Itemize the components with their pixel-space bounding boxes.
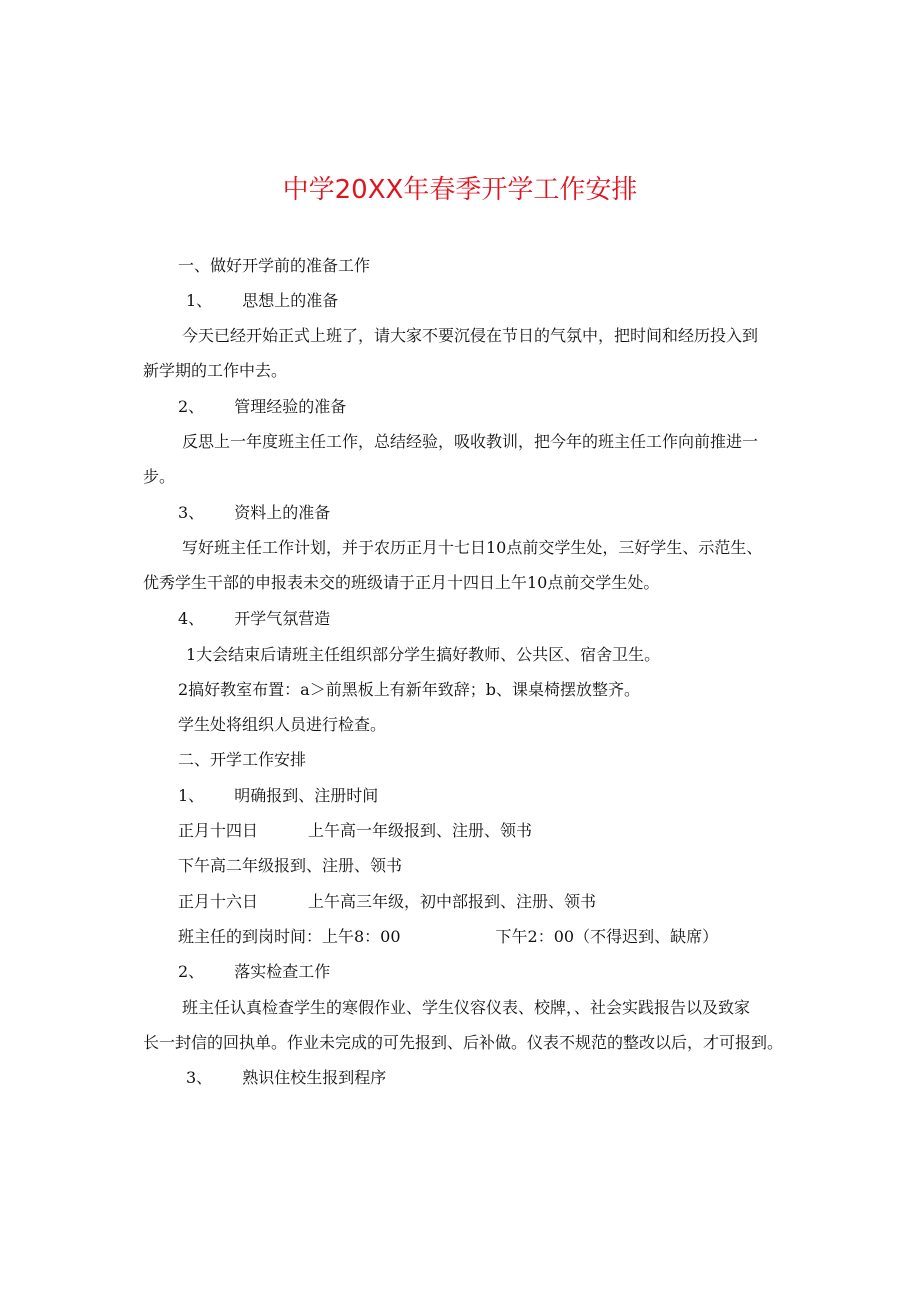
schedule-detail: 上午高一年级报到、注册、领书: [308, 821, 533, 840]
item-number: 1、: [178, 786, 205, 805]
schedule-day: 正月十四日: [178, 821, 259, 840]
arrival-afternoon: 下午2：00（不得迟到、缺席）: [495, 927, 719, 946]
paragraph-line: 反思上一年度班主任工作，总结经验，吸收教训，把今年的班主任工作向前推进一: [182, 432, 759, 451]
item-1-4: [178, 608, 330, 630]
item-2-3: [186, 1067, 386, 1089]
paragraph-line: 步。: [143, 467, 176, 486]
item-2-2: [178, 961, 330, 983]
paragraph-line: 写好班主任工作计划，并于农历正月十七日10点前交学生处，三好学生、示范生、: [182, 538, 763, 557]
paragraph-line: 长一封信的回执单。作业未完成的可先报到、后补做。仪表不规范的整改以后，才可报到。: [143, 1033, 784, 1052]
item-label: 明确报到、注册时间: [234, 786, 379, 805]
schedule-detail: 上午高三年级，初中部报到、注册、领书: [308, 892, 597, 911]
item-number: 4、: [178, 609, 205, 628]
item-number: 3、: [178, 503, 205, 522]
schedule-row: [178, 891, 596, 913]
item-1-2: [178, 396, 346, 418]
arrival-morning: 班主任的到岗时间：上午8：00: [178, 927, 401, 946]
item-number: 3、: [186, 1068, 213, 1087]
item-1-1: [186, 290, 338, 312]
item-label: 开学气氛营造: [234, 609, 331, 628]
item-label: 落实检查工作: [234, 962, 331, 981]
paragraph-line: 2搞好教室布置：a＞前黑板上有新年致辞；b、课桌椅摆放整齐。: [178, 680, 640, 699]
schedule-row: [178, 820, 532, 842]
arrival-time-row: [178, 926, 718, 948]
item-label: 管理经验的准备: [234, 397, 347, 416]
item-label: 熟识住校生报到程序: [242, 1068, 387, 1087]
item-2-1: [178, 785, 378, 807]
item-number: 2、: [178, 397, 205, 416]
section1-heading: 一、做好开学前的准备工作: [178, 256, 371, 275]
schedule-day: 正月十六日: [178, 892, 259, 911]
item-label: 资料上的准备: [234, 503, 331, 522]
paragraph-line: 学生处将组织人员进行检查。: [178, 715, 387, 734]
paragraph-line: 新学期的工作中去。: [143, 361, 288, 380]
item-1-3: [178, 502, 330, 524]
section2-heading: 二、开学工作安排: [178, 750, 307, 769]
item-label: 思想上的准备: [242, 291, 339, 310]
paragraph-line: 1大会结束后请班主任组织部分学生搞好教师、公共区、宿舍卫生。: [186, 645, 661, 664]
item-number: 1、: [186, 291, 213, 310]
item-number: 2、: [178, 962, 205, 981]
paragraph-line: 班主任认真检查学生的寒假作业、学生仪容仪表、校牌，、社会实践报告以及致家: [182, 998, 751, 1017]
document-title: 中学20XX年春季开学工作安排: [282, 175, 638, 205]
paragraph-line: 优秀学生干部的申报表未交的班级请于正月十四日上午10点前交学生处。: [143, 573, 660, 592]
schedule-row: 下午高二年级报到、注册、领书: [178, 856, 403, 875]
paragraph-line: 今天已经开始正式上班了，请大家不要沉侵在节日的气氛中，把时间和经历投入到: [182, 326, 759, 345]
